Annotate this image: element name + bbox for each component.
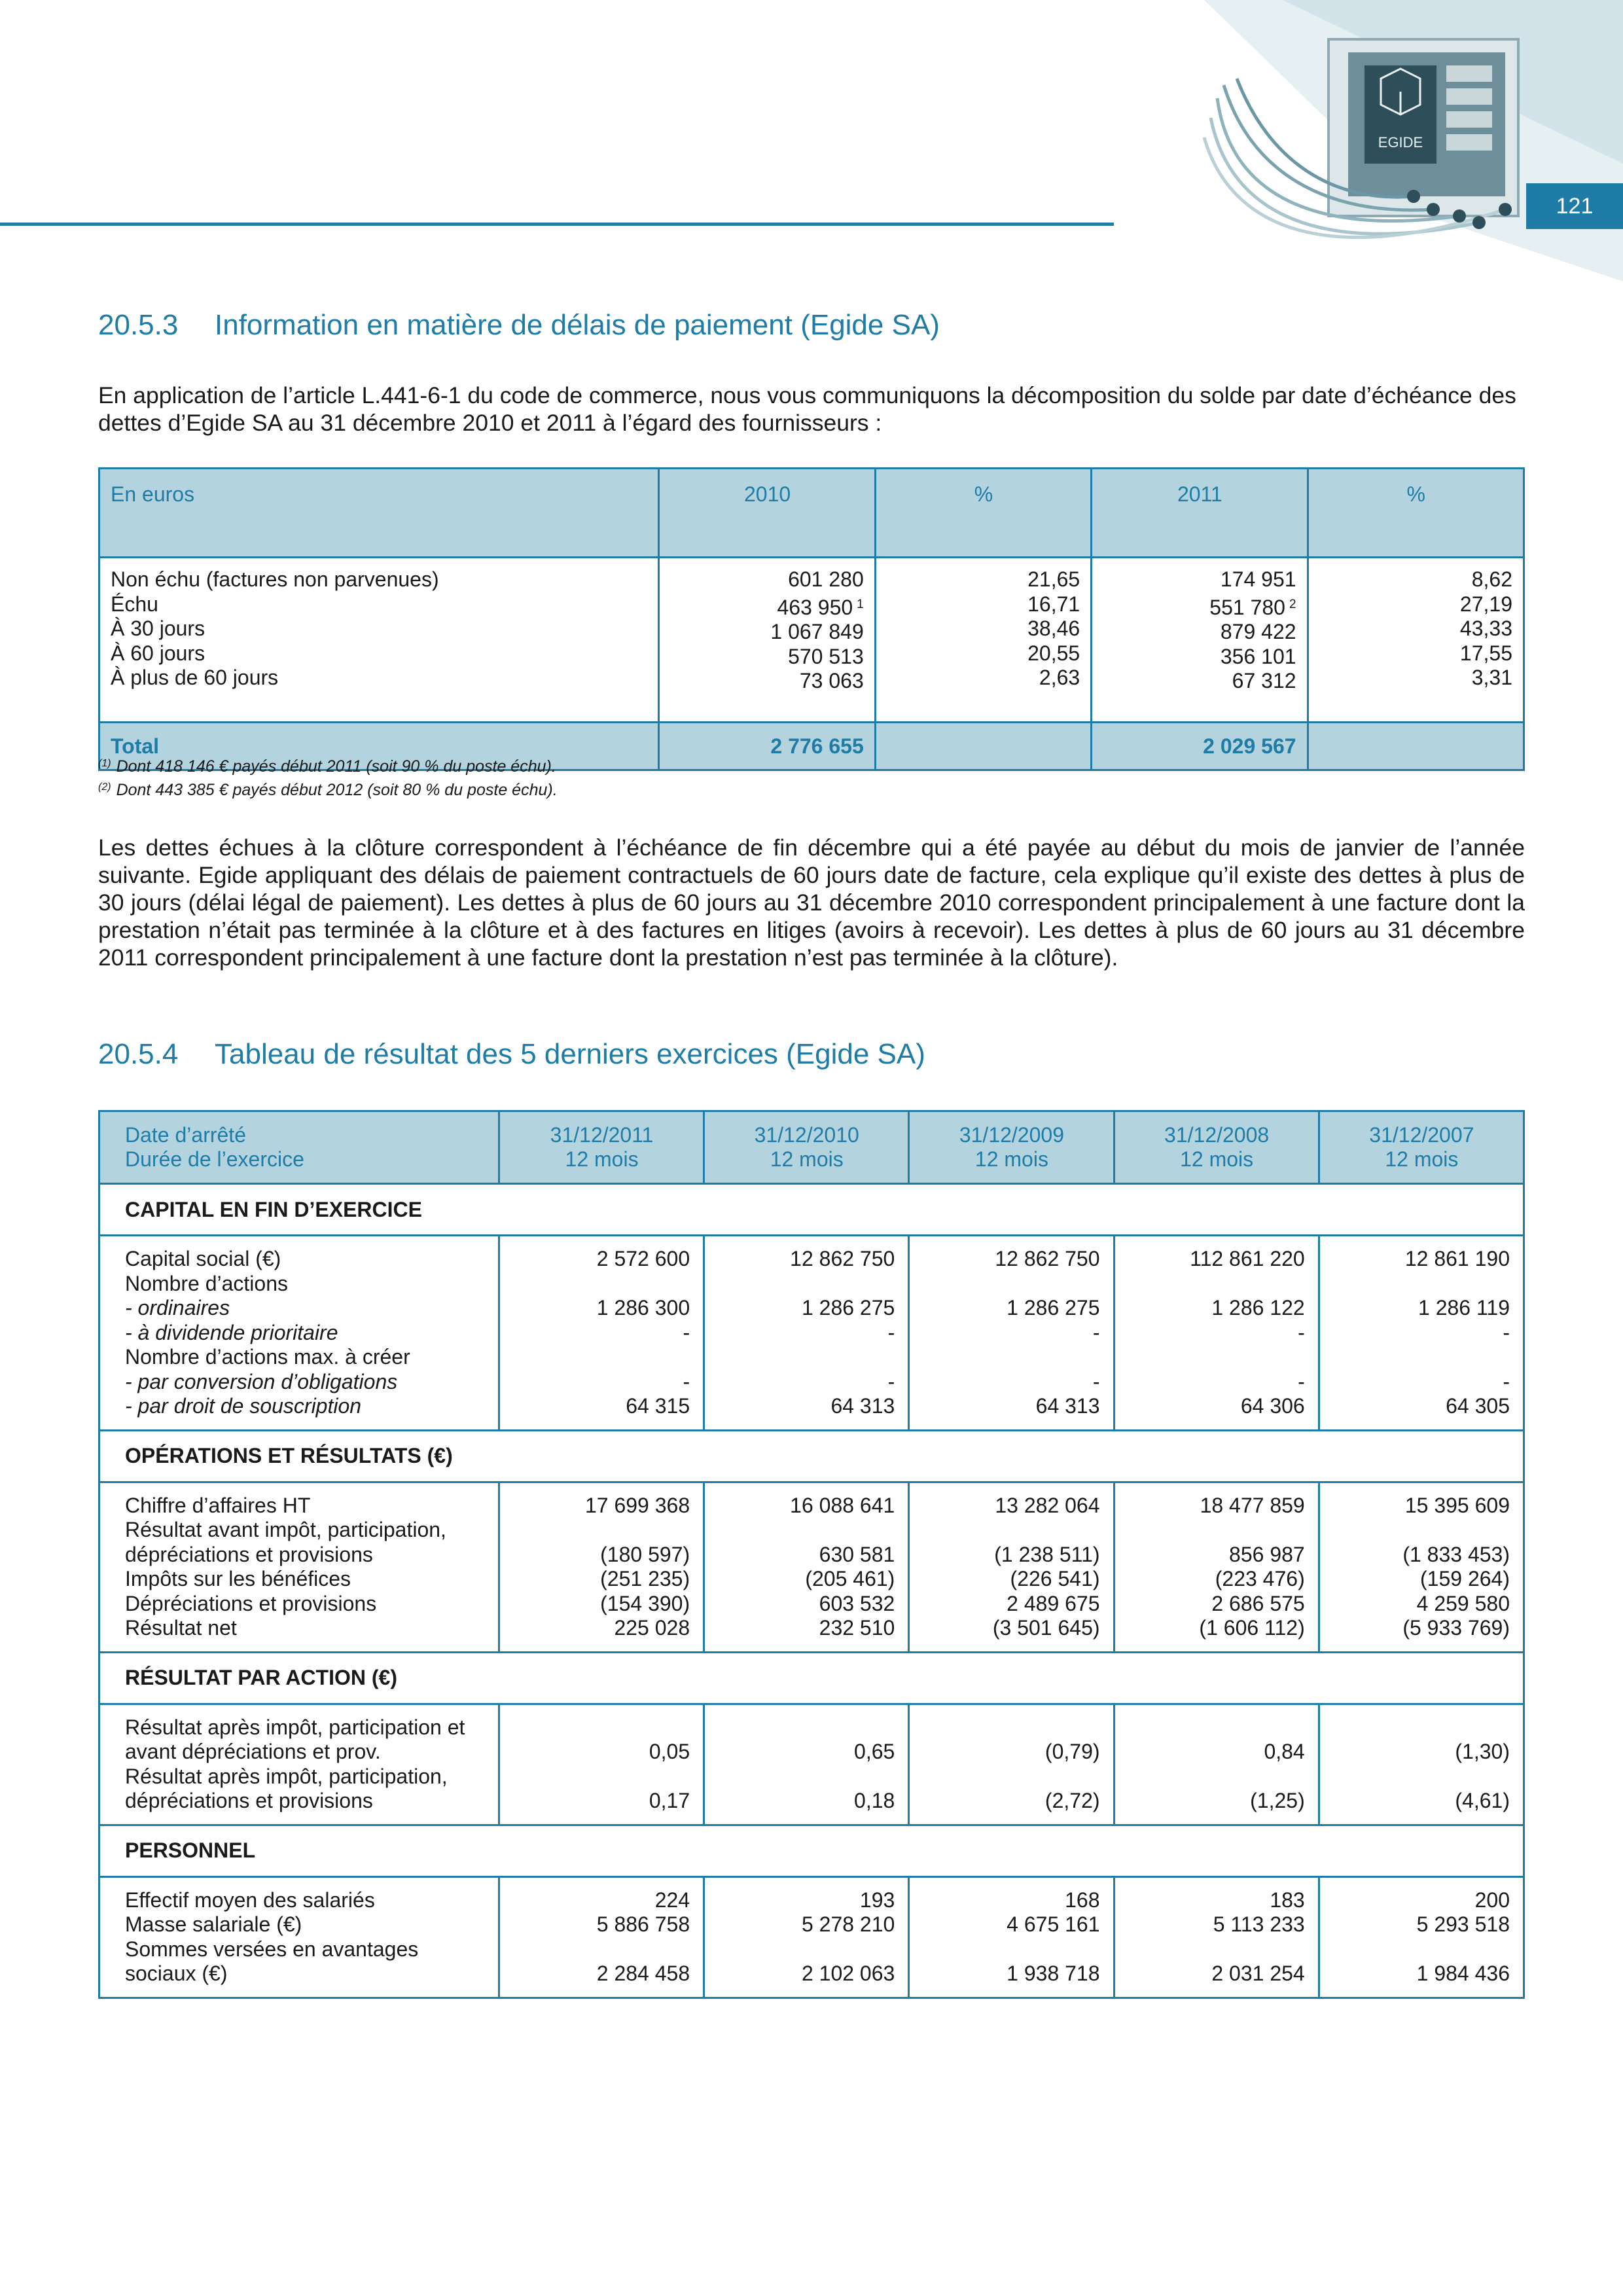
duration-label: 12 mois — [974, 1147, 1048, 1171]
cell-value — [501, 1765, 690, 1789]
section-row — [99, 1430, 1524, 1482]
data-row — [99, 1704, 1524, 1825]
row-label: Masse salariale (€) — [125, 1912, 302, 1936]
cell-value: (0,79) — [1044, 1740, 1100, 1763]
cell-value — [501, 1715, 690, 1740]
cell-value: 64 306 — [1240, 1394, 1305, 1418]
section-number: 20.5.3 — [98, 309, 179, 341]
cell-value — [1321, 1715, 1510, 1740]
section-title: Tableau de résultat des 5 derniers exercices (Egide SA) — [215, 1038, 925, 1070]
footnote-text: Dont 418 146 € payés début 2011 (soit 90 % du poste échu). — [116, 757, 556, 776]
footnote-ref: 1 — [857, 597, 864, 611]
row-label: Résultat après impôt, participation et — [125, 1715, 465, 1739]
cell-value: (159 264) — [1420, 1567, 1510, 1590]
row-labels — [99, 1236, 499, 1431]
header-label: Durée de l’exercice — [125, 1147, 304, 1171]
table-body-row — [99, 558, 1524, 723]
row-label: Nombre d’actions max. à créer — [125, 1345, 410, 1369]
cell-value: 1 938 718 — [1007, 1962, 1100, 1985]
row-labels — [99, 1482, 499, 1652]
footnote-mark: (2) — [98, 781, 111, 793]
footnote-ref: 2 — [1289, 597, 1296, 611]
cell-value: 17,55 — [1459, 641, 1512, 665]
total-2010: 2 776 655 — [659, 723, 875, 770]
year-header — [909, 1111, 1114, 1184]
cell-value: 463 950 — [777, 595, 853, 619]
cell-value — [705, 1937, 895, 1962]
cell-value: 1 286 275 — [801, 1296, 895, 1319]
row-labels — [99, 558, 659, 723]
cell-value — [1116, 1937, 1305, 1962]
row-label: À 60 jours — [111, 641, 205, 665]
cell-value: 1 067 849 — [770, 620, 864, 643]
cell-value: (223 476) — [1215, 1567, 1305, 1590]
cell-value: 2 572 600 — [596, 1247, 690, 1270]
cell-value: 570 513 — [788, 644, 864, 668]
col-2011 — [1092, 558, 1308, 723]
section-row — [99, 1184, 1524, 1236]
value-column — [909, 1876, 1114, 1998]
cell-value: 21,65 — [1027, 567, 1080, 591]
value-column — [1114, 1236, 1319, 1431]
row-label: dépréciations et provisions — [125, 1542, 373, 1566]
cell-value: 2,63 — [1039, 666, 1080, 689]
section-heading-1 — [98, 309, 940, 342]
cell-value: 15 395 609 — [1404, 1493, 1510, 1517]
cell-value: 38,46 — [1027, 617, 1080, 640]
cell-value: 16,71 — [1027, 592, 1080, 616]
cell-value: 1 286 119 — [1418, 1296, 1510, 1319]
cell-value: 20,55 — [1027, 641, 1080, 665]
cell-value: (4,61) — [1455, 1789, 1510, 1812]
header-cell: En euros — [99, 469, 659, 558]
header-rule — [0, 223, 1114, 226]
header-label: Date d’arrêté — [125, 1122, 246, 1147]
row-label: sociaux (€) — [125, 1962, 228, 1985]
cell-value: 601 280 — [788, 567, 864, 591]
cell-value: 4 259 580 — [1416, 1591, 1510, 1615]
cell-value: 13 282 064 — [995, 1493, 1100, 1517]
cell-value — [1116, 1518, 1305, 1543]
cell-value — [910, 1518, 1099, 1543]
cell-value: 0,18 — [854, 1789, 895, 1812]
value-column — [704, 1704, 909, 1825]
cell-value: 1 286 122 — [1211, 1296, 1305, 1319]
row-label: avant dépréciations et prov. — [125, 1740, 381, 1763]
footnote-mark: (1) — [98, 758, 111, 769]
row-labels — [99, 1704, 499, 1825]
cell-value: 193 — [859, 1888, 895, 1912]
cell-value — [705, 1345, 895, 1370]
payment-terms-table — [98, 467, 1525, 771]
cell-value: 2 284 458 — [596, 1962, 690, 1985]
value-column — [909, 1704, 1114, 1825]
cell-value — [910, 1765, 1099, 1789]
intro-paragraph: En application de l’article L.441-6-1 du code de commerce, nous vous communiquons la décomposition du solde par date d’échéance des dettes d’Egide SA au 31 décembre 2010 et 2011 à l’égard des fournisseurs : — [98, 382, 1516, 436]
cell-value: 64 313 — [830, 1394, 895, 1418]
cell-value — [1321, 1518, 1510, 1543]
cell-value — [501, 1345, 690, 1370]
cell-value: 64 315 — [626, 1394, 690, 1418]
year-header — [1114, 1111, 1319, 1184]
cell-value — [910, 1715, 1099, 1740]
cell-value: 16 088 641 — [790, 1493, 895, 1517]
cell-value — [910, 1272, 1099, 1297]
cell-value: (2,72) — [1044, 1789, 1100, 1812]
cell-value: (5 933 769) — [1402, 1616, 1510, 1640]
cell-value: 0,65 — [854, 1740, 895, 1763]
explanation-paragraph: Les dettes échues à la clôture correspondent à l’échéance de fin décembre qui a été payée au début du mois de janvier de l’année suivante. Egide appliquant des délais de paiement contractuels de 60 jours date de facture, cela explique qu’il existe des dettes à plus de 30 jours (délai légal de paiement). Les dettes à plus de 60 jours au 31 décembre 2010 correspondent principalement à une facture dont la prestation n’était pas terminée à la clôture et à des factures en litiges (avoirs à recevoir). Les dettes à plus de 60 jours au 31 décembre 2011 correspondent principalement à une facture dont la prestation n’est pas terminée à la clôture). — [98, 834, 1525, 971]
cell-value: - — [683, 1369, 690, 1393]
cell-value-with-note — [1093, 592, 1296, 620]
row-label: - ordinaires — [125, 1296, 230, 1319]
cell-value: 64 313 — [1035, 1394, 1100, 1418]
data-row — [99, 1876, 1524, 1998]
row-label: Résultat net — [125, 1616, 237, 1640]
cell-value: 3,31 — [1471, 666, 1512, 689]
cell-value: 5 113 233 — [1213, 1912, 1305, 1936]
footnote — [98, 757, 556, 776]
cell-value: 356 101 — [1220, 644, 1296, 668]
row-labels — [99, 1876, 499, 1998]
cell-value: 1 286 300 — [596, 1296, 690, 1319]
date-label: 31/12/2010 — [754, 1122, 859, 1147]
cell-value — [1116, 1345, 1305, 1370]
header-cell: 2011 — [1092, 469, 1308, 558]
cell-value — [910, 1345, 1099, 1370]
year-header — [499, 1111, 704, 1184]
cell-value: 5 886 758 — [596, 1912, 690, 1936]
col-2011-pct — [1308, 558, 1524, 723]
value-column — [1319, 1704, 1524, 1825]
cell-value: 73 063 — [799, 669, 864, 692]
section-title: CAPITAL EN FIN D’EXERCICE — [99, 1184, 1524, 1236]
cell-value: (226 541) — [1010, 1567, 1100, 1590]
cell-value: 64 305 — [1446, 1394, 1510, 1418]
row-label: - par droit de souscription — [125, 1394, 362, 1418]
cell-value: (205 461) — [805, 1567, 895, 1590]
row-label: Dépréciations et provisions — [125, 1591, 377, 1615]
table-header-row — [99, 469, 1524, 558]
cell-value: 12 862 750 — [790, 1247, 895, 1270]
cell-value: (180 597) — [600, 1542, 690, 1566]
header-labels — [99, 1111, 499, 1184]
value-column — [1114, 1704, 1319, 1825]
cell-value: 2 102 063 — [801, 1962, 895, 1985]
row-label: Résultat après impôt, participation, — [125, 1764, 448, 1788]
cell-value: - — [887, 1369, 895, 1393]
row-label: Chiffre d’affaires HT — [125, 1493, 311, 1517]
section-title: Information en matière de délais de paiement (Egide SA) — [215, 309, 940, 341]
cell-value: 603 532 — [819, 1591, 895, 1615]
cell-value: 879 422 — [1220, 620, 1296, 643]
row-label: dépréciations et provisions — [125, 1789, 373, 1812]
total-empty — [1308, 723, 1524, 770]
row-label: Impôts sur les bénéfices — [125, 1567, 351, 1590]
cell-value: (3 501 645) — [992, 1616, 1100, 1640]
cell-value: (251 235) — [600, 1567, 690, 1590]
value-column — [1319, 1236, 1524, 1431]
section-title: PERSONNEL — [99, 1825, 1524, 1876]
cell-value: 551 780 — [1209, 595, 1285, 619]
value-column — [704, 1876, 909, 1998]
cell-value: 225 028 — [614, 1616, 690, 1640]
egide-chip-illustration — [1152, 0, 1623, 327]
table-header-row — [99, 1111, 1524, 1184]
cell-value — [501, 1937, 690, 1962]
value-column — [499, 1704, 704, 1825]
cell-value: 12 862 750 — [995, 1247, 1100, 1270]
cell-value: (1,30) — [1455, 1740, 1510, 1763]
logo-text: EGIDE — [1378, 134, 1423, 151]
cell-value: 12 861 190 — [1404, 1247, 1510, 1270]
cell-value: - — [1092, 1320, 1100, 1344]
value-column — [499, 1482, 704, 1652]
cell-value: 5 278 210 — [801, 1912, 895, 1936]
cell-value: 0,84 — [1264, 1740, 1305, 1763]
cell-value — [1116, 1715, 1305, 1740]
row-label: À plus de 60 jours — [111, 666, 279, 689]
value-column — [1114, 1876, 1319, 1998]
section-number: 20.5.4 — [98, 1038, 179, 1070]
cell-value — [1321, 1345, 1510, 1370]
date-label: 31/12/2011 — [550, 1122, 654, 1147]
data-row — [99, 1482, 1524, 1652]
cell-value: 2 489 675 — [1007, 1591, 1100, 1615]
duration-label: 12 mois — [1180, 1147, 1254, 1171]
date-label: 31/12/2009 — [959, 1122, 1064, 1147]
cell-value: - — [1298, 1369, 1305, 1393]
cell-value — [1321, 1765, 1510, 1789]
cell-value: 630 581 — [819, 1542, 895, 1566]
total-label: Total — [99, 723, 659, 770]
cell-value — [705, 1272, 895, 1297]
row-label: - par conversion d’obligations — [125, 1369, 398, 1393]
cell-value: (1 833 453) — [1402, 1542, 1510, 1566]
duration-label: 12 mois — [565, 1147, 639, 1171]
row-label: Non échu (factures non parvenues) — [111, 567, 439, 591]
section-title: RÉSULTAT PAR ACTION (€) — [99, 1652, 1524, 1704]
cell-value: 232 510 — [819, 1616, 895, 1640]
cell-value: 2 686 575 — [1211, 1591, 1305, 1615]
col-2010-pct — [875, 558, 1091, 723]
cell-value: - — [1298, 1320, 1305, 1344]
value-column — [909, 1482, 1114, 1652]
cell-value — [1116, 1765, 1305, 1789]
row-label: Nombre d’actions — [125, 1271, 288, 1295]
year-header — [704, 1111, 909, 1184]
date-label: 31/12/2007 — [1369, 1122, 1474, 1147]
cell-value — [1116, 1272, 1305, 1297]
header-cell: % — [875, 469, 1091, 558]
cell-value: 856 987 — [1229, 1542, 1305, 1566]
value-column — [1114, 1482, 1319, 1652]
cell-value: 2 031 254 — [1211, 1962, 1305, 1985]
cell-value: 18 477 859 — [1200, 1493, 1305, 1517]
row-label: À 30 jours — [111, 617, 205, 640]
total-2011: 2 029 567 — [1092, 723, 1308, 770]
cell-value: 224 — [654, 1888, 690, 1912]
cell-value: (1 238 511) — [994, 1542, 1100, 1566]
value-column — [1319, 1482, 1524, 1652]
cell-value: 17 699 368 — [584, 1493, 690, 1517]
cell-value: (1,25) — [1250, 1789, 1305, 1812]
cell-value: 0,17 — [649, 1789, 690, 1812]
cell-value — [705, 1765, 895, 1789]
cell-value: 8,62 — [1471, 567, 1512, 591]
total-empty — [875, 723, 1091, 770]
cell-value: 0,05 — [649, 1740, 690, 1763]
cell-value: - — [1503, 1320, 1510, 1344]
value-column — [704, 1236, 909, 1431]
data-row — [99, 1236, 1524, 1431]
cell-value: (1 606 112) — [1199, 1616, 1305, 1640]
footnote-text: Dont 443 385 € payés début 2012 (soit 80 % du poste échu). — [116, 781, 558, 799]
section-heading-2 — [98, 1038, 925, 1071]
cell-value: - — [1092, 1369, 1100, 1393]
cell-value: 168 — [1065, 1888, 1100, 1912]
cell-value: 27,19 — [1459, 592, 1512, 616]
header-cell: 2010 — [659, 469, 875, 558]
cell-value: - — [887, 1320, 895, 1344]
cell-value — [1321, 1937, 1510, 1962]
five-year-results-table — [98, 1110, 1525, 1999]
cell-value: 183 — [1270, 1888, 1305, 1912]
value-column — [499, 1876, 704, 1998]
footnote — [98, 781, 558, 800]
row-label: Capital social (€) — [125, 1247, 281, 1270]
cell-value — [910, 1937, 1099, 1962]
section-title: OPÉRATIONS ET RÉSULTATS (€) — [99, 1430, 1524, 1482]
header-cell: % — [1308, 469, 1524, 558]
value-column — [909, 1236, 1114, 1431]
row-label: Sommes versées en avantages — [125, 1937, 419, 1961]
cell-value — [1321, 1272, 1510, 1297]
value-column — [1319, 1876, 1524, 1998]
cell-value: 1 984 436 — [1416, 1962, 1510, 1985]
cell-value: (154 390) — [600, 1591, 690, 1615]
duration-label: 12 mois — [770, 1147, 844, 1171]
cell-value — [501, 1518, 690, 1543]
cell-value — [705, 1715, 895, 1740]
duration-label: 12 mois — [1385, 1147, 1459, 1171]
cell-value — [501, 1272, 690, 1297]
year-header — [1319, 1111, 1524, 1184]
cell-value-with-note — [660, 592, 863, 620]
section-row — [99, 1825, 1524, 1876]
cell-value: 174 951 — [1220, 567, 1296, 591]
cell-value: 200 — [1474, 1888, 1510, 1912]
cell-value: - — [1503, 1369, 1510, 1393]
cell-value — [705, 1518, 895, 1543]
cell-value: 1 286 275 — [1007, 1296, 1100, 1319]
cell-value: 4 675 161 — [1007, 1912, 1100, 1936]
cell-value: 43,33 — [1459, 617, 1512, 640]
col-2010 — [659, 558, 875, 723]
value-column — [499, 1236, 704, 1431]
row-label: - à dividende prioritaire — [125, 1320, 338, 1344]
cell-value: 67 312 — [1232, 669, 1296, 692]
value-column — [704, 1482, 909, 1652]
cell-value: 112 861 220 — [1190, 1247, 1305, 1270]
cell-value: - — [683, 1320, 690, 1344]
row-label: Effectif moyen des salariés — [125, 1888, 375, 1912]
row-label: Résultat avant impôt, participation, — [125, 1518, 446, 1541]
page-number: 121 — [1526, 183, 1623, 229]
date-label: 31/12/2008 — [1164, 1122, 1270, 1147]
row-label: Échu — [111, 592, 158, 616]
section-row — [99, 1652, 1524, 1704]
cell-value: 5 293 518 — [1416, 1912, 1510, 1936]
